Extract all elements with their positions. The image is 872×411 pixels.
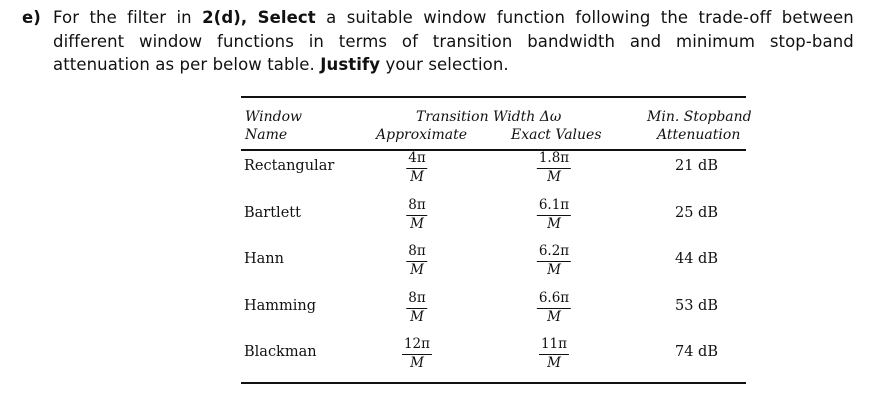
exact-transition-width-denominator: M [547, 355, 561, 371]
header-exact-values: Exact Values [511, 127, 602, 143]
question-word: functions [217, 31, 294, 51]
question-word: the [89, 8, 117, 27]
approx-transition-width [406, 291, 427, 325]
exact-transition-width [537, 151, 571, 185]
approx-transition-width-denominator: M [410, 215, 424, 232]
approx-transition-width-numerator: 4π [408, 150, 426, 166]
exact-transition-width-denominator: M [547, 308, 561, 325]
exact-transition-width-numerator: 1.8π [538, 150, 570, 166]
approx-transition-width-numerator: 8π [408, 196, 426, 213]
question-word: minimum [676, 31, 756, 51]
exact-transition-width-denominator: M [547, 169, 561, 185]
question-word: in [308, 31, 324, 51]
header-transition-width: Transition Width Δω [416, 109, 562, 125]
question-word: For [53, 8, 80, 27]
question-word: the [660, 8, 689, 27]
header-min-stopband: Min. Stopband [647, 109, 752, 125]
approx-transition-width-numerator: 12π [403, 336, 431, 352]
header-approximate: Approximate [376, 127, 468, 143]
exact-transition-width-numerator: 6.6π [538, 289, 570, 306]
question-text [22, 6, 854, 77]
question-line-3-end: your selection. [385, 55, 509, 74]
exact-transition-width-numerator: 11π [540, 336, 568, 352]
question-word: window [423, 8, 487, 27]
approx-transition-width-denominator: M [410, 308, 424, 325]
question-line-1-words [53, 6, 854, 30]
exact-transition-width-numerator: 6.1π [538, 196, 570, 213]
window-function-table [241, 96, 752, 388]
question-word: bandwidth [527, 31, 616, 51]
window-name: Rectangular [244, 158, 335, 174]
window-name: Hann [244, 251, 284, 267]
header-window: Window [245, 109, 303, 125]
question-word: transition [432, 31, 513, 51]
question-word: stop-band [769, 31, 854, 51]
question-word: between [781, 8, 854, 27]
min-stopband-attenuation: 25 dB [675, 204, 718, 221]
min-stopband-attenuation: 53 dB [675, 297, 718, 314]
exact-transition-width [537, 198, 571, 232]
question-word: a [326, 8, 337, 27]
min-stopband-attenuation: 74 dB [675, 344, 718, 360]
question-line-3-start: attenuation as per below table. [53, 55, 315, 74]
approx-transition-width-denominator: M [410, 169, 424, 185]
min-stopband-attenuation: 44 dB [675, 251, 718, 267]
exact-transition-width-denominator: M [547, 262, 561, 278]
question-word: following [575, 8, 651, 27]
approx-transition-width-denominator: M [410, 355, 424, 371]
question-word: of [401, 31, 418, 51]
question-line-1 [22, 6, 854, 30]
question-word: Select [257, 8, 316, 27]
approx-transition-width [406, 198, 427, 232]
approx-transition-width [406, 151, 427, 185]
min-stopband-attenuation: 21 dB [675, 158, 718, 174]
question-word: in [176, 8, 192, 27]
exact-transition-width [537, 291, 571, 325]
question-word: terms [338, 31, 388, 51]
window-name: Bartlett [244, 204, 301, 221]
approx-transition-width-numerator: 8π [408, 243, 426, 259]
exact-transition-width-numerator: 6.2π [538, 243, 570, 259]
approx-transition-width [406, 244, 427, 278]
window-name: Blackman [244, 344, 317, 360]
question-word: 2(d), [202, 8, 248, 27]
question-word: filter [127, 8, 167, 27]
table-top-rule [241, 96, 746, 98]
question-line-2 [22, 30, 854, 54]
approx-transition-width [402, 337, 432, 371]
question-line-3 [22, 53, 854, 77]
question-word: window [139, 31, 203, 51]
table-bottom-rule [241, 382, 746, 384]
exact-transition-width-denominator: M [547, 215, 561, 232]
exact-transition-width [539, 337, 569, 371]
exact-transition-width [537, 244, 571, 278]
approx-transition-width-numerator: 8π [408, 289, 426, 306]
question-word: function [496, 8, 566, 27]
question-word: suitable [346, 8, 413, 27]
approx-transition-width-denominator: M [410, 262, 424, 278]
header-name: Name [245, 127, 288, 143]
question-word: different [53, 31, 125, 51]
window-name: Hamming [244, 297, 317, 314]
question-word: trade-off [698, 8, 772, 27]
table-header-rule [241, 149, 746, 151]
question-label: e) [22, 8, 41, 27]
question-justify-keyword: Justify [320, 55, 381, 74]
header-attenuation: Attenuation [657, 127, 741, 143]
question-word: and [629, 31, 662, 51]
